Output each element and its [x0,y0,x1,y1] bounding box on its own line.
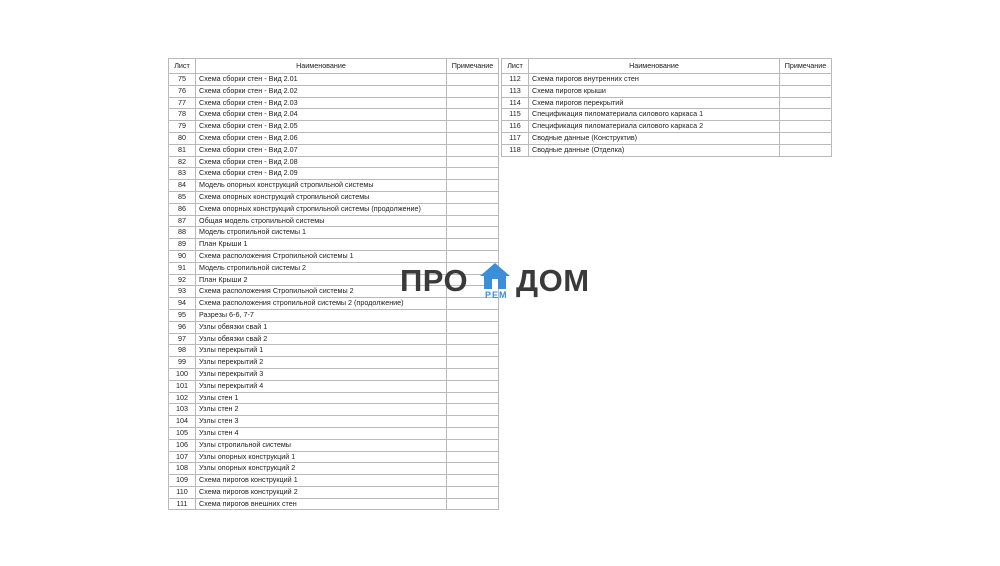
sheet-note-cell [447,416,499,428]
sheet-number-cell: 107 [169,451,196,463]
table-row [169,74,499,86]
sheet-note-cell [447,404,499,416]
sheet-note-cell [780,74,832,86]
sheet-number-cell: 101 [169,380,196,392]
sheet-number-cell: 100 [169,368,196,380]
sheet-name-cell: Схема пирогов внутренних стен [529,74,780,86]
sheet-number-cell: 77 [169,97,196,109]
table-row [169,132,499,144]
sheet-name-cell: Схема расположения стропильной системы 2 (продолжение) [196,298,447,310]
sheet-number-cell: 83 [169,168,196,180]
sheet-note-cell [780,144,832,156]
sheet-note-cell [447,97,499,109]
sheet-note-cell [447,74,499,86]
sheet-note-cell [447,156,499,168]
table-row [169,486,499,498]
table-header-row [502,59,832,74]
table-row [169,357,499,369]
table-row [169,309,499,321]
sheet-name-cell: Узлы стен 2 [196,404,447,416]
sheet-number-cell: 97 [169,333,196,345]
sheet-number-cell: 94 [169,298,196,310]
sheet-name-cell: Схема сборки стен - Вид 2.01 [196,74,447,86]
table-row [169,203,499,215]
sheet-name-cell: Сводные данные (Отделка) [529,144,780,156]
table-row [169,404,499,416]
sheet-name-cell: Модель стропильной системы 2 [196,262,447,274]
table-row [169,321,499,333]
watermark-logo [400,262,600,306]
table-row [502,85,832,97]
sheet-note-cell [447,498,499,510]
sheet-name-cell: Узлы перекрытий 4 [196,380,447,392]
sheet-note-cell [447,427,499,439]
sheet-number-cell: 79 [169,121,196,133]
sheet-name-cell: Спецификация пиломатериала силового каркаса 2 [529,121,780,133]
sheet-name-cell: Схема сборки стен - Вид 2.08 [196,156,447,168]
sheet-number-cell: 82 [169,156,196,168]
sheet-number-cell: 93 [169,286,196,298]
watermark-text-right: ДОМ [516,263,590,298]
table-row [169,180,499,192]
sheet-name-cell: Схема опорных конструкций стропильной системы [196,191,447,203]
sheet-number-cell: 86 [169,203,196,215]
table-row [169,168,499,180]
sheet-number-cell: 113 [502,85,529,97]
sheet-name-cell: Схема пирогов конструкций 2 [196,486,447,498]
sheet-number-cell: 81 [169,144,196,156]
table-row [169,380,499,392]
sheet-note-cell [447,239,499,251]
sheet-name-cell: Узлы стен 4 [196,427,447,439]
sheet-number-cell: 115 [502,109,529,121]
sheet-note-cell [447,439,499,451]
sheet-note-cell [447,132,499,144]
sheet-name-cell: Схема сборки стен - Вид 2.09 [196,168,447,180]
sheet-name-cell: План Крыши 1 [196,239,447,251]
sheet-name-cell: Схема сборки стен - Вид 2.07 [196,144,447,156]
sheet-name-cell: Схема расположения Стропильной системы 1 [196,250,447,262]
sheet-name-cell: Узлы обвязки свай 1 [196,321,447,333]
table-row [169,392,499,404]
sheet-number-cell: 78 [169,109,196,121]
sheet-number-cell: 116 [502,121,529,133]
sheet-name-cell: Узлы перекрытий 2 [196,357,447,369]
table-row [502,97,832,109]
table-row [169,345,499,357]
sheet-name-cell: Схема сборки стен - Вид 2.06 [196,132,447,144]
sheet-number-cell: 84 [169,180,196,192]
watermark-subtext: РЕМ [485,290,508,300]
table-row [169,97,499,109]
sheet-name-cell: Схема пирогов перекрытий [529,97,780,109]
sheet-number-cell: 111 [169,498,196,510]
sheet-note-cell [780,132,832,144]
sheet-note-cell [447,309,499,321]
table-row [169,227,499,239]
sheet-number-cell: 92 [169,274,196,286]
sheet-note-cell [447,227,499,239]
sheet-note-cell [780,121,832,133]
sheet-number-cell: 112 [502,74,529,86]
sheet-number-cell: 80 [169,132,196,144]
sheet-note-cell [447,180,499,192]
sheet-number-cell: 75 [169,74,196,86]
table-row [169,416,499,428]
sheet-name-cell: Схема пирогов конструкций 1 [196,475,447,487]
sheet-note-cell [447,250,499,262]
sheet-name-cell: Разрезы 6-6, 7-7 [196,309,447,321]
sheet-note-cell [447,475,499,487]
table-row [169,439,499,451]
sheet-name-cell: Узлы стропильной системы [196,439,447,451]
sheet-name-cell: Модель стропильной системы 1 [196,227,447,239]
table-row [169,85,499,97]
table-row [169,239,499,251]
sheet-number-cell: 109 [169,475,196,487]
header-sheet: Лист [502,59,529,74]
sheet-list-table-right [501,58,832,157]
sheet-number-cell: 114 [502,97,529,109]
sheet-note-cell [447,168,499,180]
sheet-note-cell [447,463,499,475]
table-row [169,121,499,133]
table-row [169,451,499,463]
sheet-name-cell: Схема пирогов крыши [529,85,780,97]
sheet-note-cell [780,97,832,109]
sheet-number-cell: 105 [169,427,196,439]
table-row [502,144,832,156]
sheet-name-cell: Узлы перекрытий 3 [196,368,447,380]
sheet-name-cell: Схема сборки стен - Вид 2.05 [196,121,447,133]
sheet-name-cell: Сводные данные (Конструктив) [529,132,780,144]
sheet-note-cell [780,109,832,121]
sheet-note-cell [447,203,499,215]
sheet-name-cell: План Крыши 2 [196,274,447,286]
table-row [169,109,499,121]
header-name: Наименование [196,59,447,74]
sheet-name-cell: Схема сборки стен - Вид 2.04 [196,109,447,121]
sheet-number-cell: 87 [169,215,196,227]
sheet-name-cell: Узлы стен 3 [196,416,447,428]
sheet-name-cell: Схема расположения Стропильной системы 2 [196,286,447,298]
sheet-number-cell: 108 [169,463,196,475]
sheet-number-cell: 88 [169,227,196,239]
table-row [169,250,499,262]
table-row [502,74,832,86]
sheet-number-cell: 99 [169,357,196,369]
sheet-note-cell [447,380,499,392]
sheet-number-cell: 104 [169,416,196,428]
header-name: Наименование [529,59,780,74]
table-row [169,144,499,156]
sheet-name-cell: Узлы обвязки свай 2 [196,333,447,345]
header-note: Примечание [447,59,499,74]
table-row [169,498,499,510]
table-header-row [169,59,499,74]
watermark-text-left: ПРО [400,263,469,298]
sheet-name-cell: Схема опорных конструкций стропильной системы (продолжение) [196,203,447,215]
sheet-number-cell: 98 [169,345,196,357]
sheet-number-cell: 96 [169,321,196,333]
table-row [169,215,499,227]
sheet-number-cell: 85 [169,191,196,203]
sheet-number-cell: 76 [169,85,196,97]
table-row [169,427,499,439]
sheet-name-cell: Модель опорных конструкций стропильной системы [196,180,447,192]
sheet-name-cell: Схема сборки стен - Вид 2.03 [196,97,447,109]
sheet-number-cell: 103 [169,404,196,416]
sheet-note-cell [447,392,499,404]
sheet-number-cell: 118 [502,144,529,156]
sheet-name-cell: Узлы опорных конструкций 1 [196,451,447,463]
sheet-note-cell [447,357,499,369]
sheet-note-cell [780,85,832,97]
sheet-note-cell [447,451,499,463]
table-row [502,121,832,133]
sheet-note-cell [447,345,499,357]
sheet-note-cell [447,191,499,203]
table-row [169,156,499,168]
sheet-number-cell: 89 [169,239,196,251]
sheet-name-cell: Схема сборки стен - Вид 2.02 [196,85,447,97]
sheet-note-cell [447,368,499,380]
sheet-number-cell: 106 [169,439,196,451]
table-row [502,109,832,121]
sheet-note-cell [447,109,499,121]
sheet-name-cell: Схема пирогов внешних стен [196,498,447,510]
table-row [169,368,499,380]
sheet-number-cell: 95 [169,309,196,321]
sheet-number-cell: 91 [169,262,196,274]
sheet-name-cell: Узлы опорных конструкций 2 [196,463,447,475]
sheet-note-cell [447,321,499,333]
sheet-note-cell [447,85,499,97]
table-row [169,463,499,475]
house-icon [478,262,512,290]
sheet-name-cell: Узлы перекрытий 1 [196,345,447,357]
header-sheet: Лист [169,59,196,74]
header-note: Примечание [780,59,832,74]
sheet-name-cell: Спецификация пиломатериала силового каркаса 1 [529,109,780,121]
sheet-note-cell [447,144,499,156]
sheet-name-cell: Узлы стен 1 [196,392,447,404]
sheet-number-cell: 117 [502,132,529,144]
table-row [169,333,499,345]
table-row [169,191,499,203]
sheet-note-cell [447,333,499,345]
sheet-number-cell: 90 [169,250,196,262]
table-row [169,475,499,487]
table-row [502,132,832,144]
sheet-note-cell [447,486,499,498]
sheet-name-cell: Общая модель стропильной системы [196,215,447,227]
sheet-number-cell: 102 [169,392,196,404]
sheet-note-cell [447,215,499,227]
sheet-note-cell [447,121,499,133]
sheet-number-cell: 110 [169,486,196,498]
